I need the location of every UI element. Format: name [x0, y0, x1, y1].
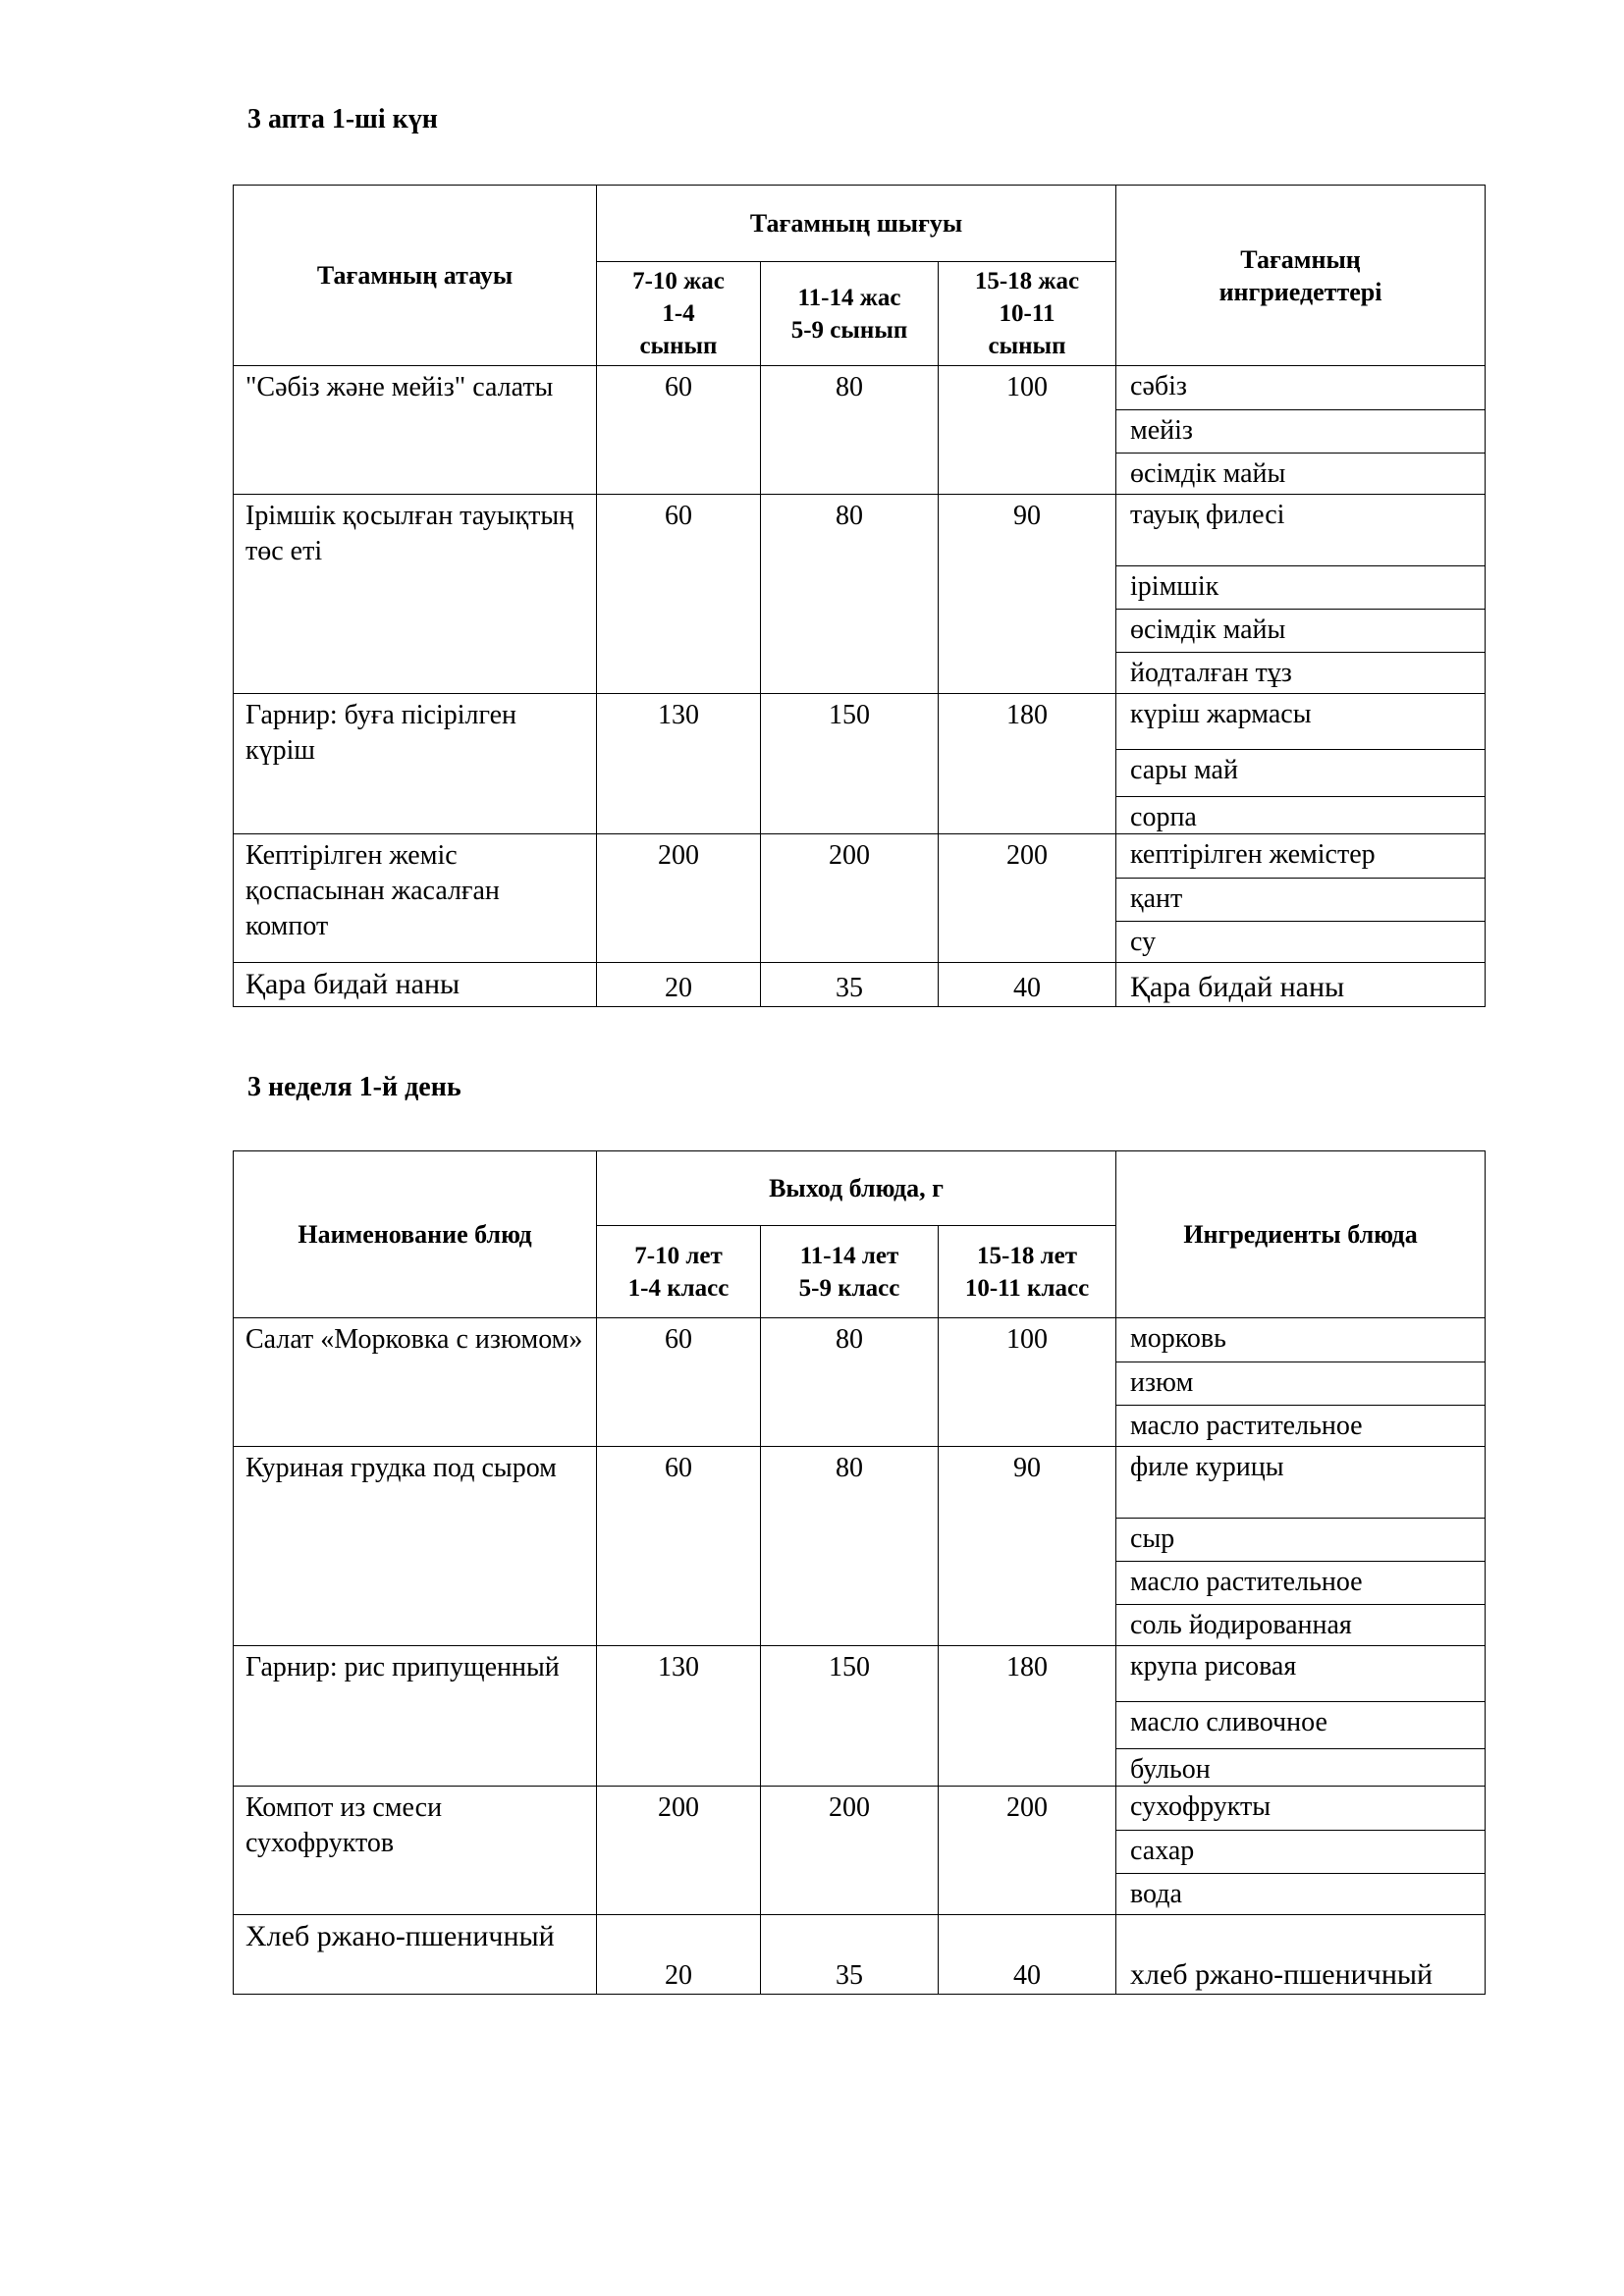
- ru-ingredient: масло растительное: [1116, 1561, 1485, 1604]
- kz-portion-value: 180: [939, 694, 1116, 834]
- kz-portion-value: 80: [761, 495, 939, 694]
- kz-table-row: [234, 366, 1486, 495]
- ru-ingredient: масло сливочное: [1116, 1701, 1485, 1748]
- kz-portion-value: 150: [761, 694, 939, 834]
- kz-portion-value: 80: [761, 366, 939, 495]
- ru-ingredient: вода: [1116, 1873, 1485, 1914]
- kz-portion-value: 200: [939, 834, 1116, 963]
- ru-portion-value: 35: [761, 1915, 939, 1995]
- kz-ingredient: кептірілген жемістер: [1130, 839, 1376, 870]
- ru-ingredient: сухофрукты: [1130, 1791, 1272, 1822]
- kz-ingredients-cell: [1116, 694, 1486, 834]
- kz-table-row: [234, 834, 1486, 963]
- ru-col-header-yield: Выход блюда, г: [597, 1151, 1116, 1226]
- ru-portion-value: 100: [939, 1318, 1116, 1447]
- kz-dish-name: "Сәбіз және мейіз" салаты: [234, 366, 597, 495]
- kz-portion-value: 20: [597, 963, 761, 1007]
- ru-ingredients-cell: [1116, 1787, 1486, 1915]
- kz-ingredient: қант: [1116, 878, 1485, 921]
- kz-menu-table: [233, 185, 1485, 1007]
- kz-ingredients-cell: [1116, 495, 1486, 694]
- kz-portion-value: 200: [597, 834, 761, 963]
- kz-ingredient: өсімдік майы: [1116, 609, 1485, 652]
- ru-dish-name: Куриная грудка под сыром: [234, 1447, 597, 1646]
- ru-table-row: [234, 1318, 1486, 1447]
- ru-section-heading: 3 неделя 1-й день: [247, 1072, 461, 1102]
- kz-dish-name: Гарнир: буға пісірілген күріш: [234, 694, 597, 834]
- ru-col-header-ingredients: Ингредиенты блюда: [1116, 1151, 1486, 1318]
- ru-age-group-header: 15-18 лет 10-11 класс: [939, 1226, 1116, 1318]
- kz-ingredient: ірімшік: [1116, 565, 1485, 609]
- kz-dish-name: Қара бидай наны: [234, 963, 597, 1007]
- ru-ingredient: сахар: [1116, 1830, 1485, 1873]
- kz-dish-name: Кептірілген жеміс қоспасынан жасалған компот: [234, 834, 597, 963]
- kz-col-header-ingredients: Тағамның ингриедеттері: [1116, 186, 1486, 366]
- kz-col-header-yield: Тағамның шығуы: [597, 186, 1116, 262]
- ru-portion-value: 200: [939, 1787, 1116, 1915]
- ru-dish-name: Салат «Морковка с изюмом»: [234, 1318, 597, 1447]
- ru-age-group-header: 7-10 лет 1-4 класс: [597, 1226, 761, 1318]
- ru-dish-name: Хлеб ржано-пшеничный: [234, 1915, 597, 1995]
- ru-ingredient: сыр: [1116, 1518, 1485, 1561]
- ru-portion-value: 40: [939, 1915, 1116, 1995]
- kz-ingredient: тауық филесі: [1130, 500, 1285, 530]
- kz-portion-value: 40: [939, 963, 1116, 1007]
- ru-table-row: [234, 1915, 1486, 1995]
- kz-col-header-name: Тағамның атауы: [234, 186, 597, 366]
- kz-ingredient: өсімдік майы: [1116, 453, 1485, 494]
- ru-portion-value: 20: [597, 1915, 761, 1995]
- ru-ingredient: изюм: [1116, 1362, 1485, 1405]
- kz-ingredient: күріш жармасы: [1130, 699, 1312, 729]
- ru-dish-name: Гарнир: рис припущенный: [234, 1646, 597, 1787]
- kz-ingredients-cell: [1116, 963, 1486, 1007]
- kz-portion-value: 100: [939, 366, 1116, 495]
- kz-ingredient: сорпа: [1116, 796, 1485, 833]
- kz-portion-value: 130: [597, 694, 761, 834]
- ru-menu-table: [233, 1150, 1485, 1995]
- kz-table-row: [234, 694, 1486, 834]
- kz-portion-value: 60: [597, 366, 761, 495]
- ru-portion-value: 80: [761, 1447, 939, 1646]
- kz-table-row: [234, 495, 1486, 694]
- kz-age-group-header: 15-18 жас 10-11 сынып: [939, 262, 1116, 366]
- kz-ingredients-cell: [1116, 834, 1486, 963]
- kz-portion-value: 60: [597, 495, 761, 694]
- ru-ingredient: морковь: [1130, 1323, 1226, 1354]
- kz-dish-name: Ірімшік қосылған тауықтың төс еті: [234, 495, 597, 694]
- ru-portion-value: 200: [761, 1787, 939, 1915]
- kz-section-heading: 3 апта 1-ші күн: [247, 104, 438, 134]
- ru-table-row: [234, 1646, 1486, 1787]
- ru-portion-value: 80: [761, 1318, 939, 1447]
- ru-portion-value: 60: [597, 1447, 761, 1646]
- ru-ingredient: бульон: [1116, 1748, 1485, 1786]
- ru-age-group-header: 11-14 лет 5-9 класс: [761, 1226, 939, 1318]
- ru-portion-value: 150: [761, 1646, 939, 1787]
- ru-col-header-name: Наименование блюд: [234, 1151, 597, 1318]
- ru-ingredient: крупа рисовая: [1130, 1651, 1297, 1682]
- ru-ingredients-cell: [1116, 1447, 1486, 1646]
- ru-table-row: [234, 1787, 1486, 1915]
- kz-ingredient: сары май: [1116, 749, 1485, 796]
- kz-ingredient: йодталған тұз: [1116, 652, 1485, 693]
- kz-portion-value: 200: [761, 834, 939, 963]
- ru-ingredient: хлеб ржано-пшеничный: [1130, 1958, 1434, 1991]
- ru-portion-value: 60: [597, 1318, 761, 1447]
- ru-ingredients-cell: [1116, 1646, 1486, 1787]
- kz-ingredient: Қара бидай наны: [1130, 971, 1345, 1003]
- ru-portion-value: 130: [597, 1646, 761, 1787]
- ru-portion-value: 180: [939, 1646, 1116, 1787]
- kz-ingredients-cell: [1116, 366, 1486, 495]
- kz-ingredient: су: [1116, 921, 1485, 962]
- ru-ingredients-cell: [1116, 1318, 1486, 1447]
- ru-dish-name: Компот из смеси сухофруктов: [234, 1787, 597, 1915]
- ru-ingredient: филе курицы: [1130, 1452, 1284, 1482]
- kz-age-group-header: 7-10 жас 1-4 сынып: [597, 262, 761, 366]
- kz-table-row: [234, 963, 1486, 1007]
- ru-table-row: [234, 1447, 1486, 1646]
- kz-portion-value: 90: [939, 495, 1116, 694]
- kz-age-group-header: 11-14 жас 5-9 сынып: [761, 262, 939, 366]
- kz-ingredient: сәбіз: [1130, 371, 1187, 401]
- kz-portion-value: 35: [761, 963, 939, 1007]
- ru-ingredient: соль йодированная: [1116, 1604, 1485, 1645]
- ru-ingredient: масло растительное: [1116, 1405, 1485, 1446]
- ru-portion-value: 200: [597, 1787, 761, 1915]
- ru-portion-value: 90: [939, 1447, 1116, 1646]
- kz-ingredient: мейіз: [1116, 409, 1485, 453]
- ru-ingredients-cell: [1116, 1915, 1486, 1995]
